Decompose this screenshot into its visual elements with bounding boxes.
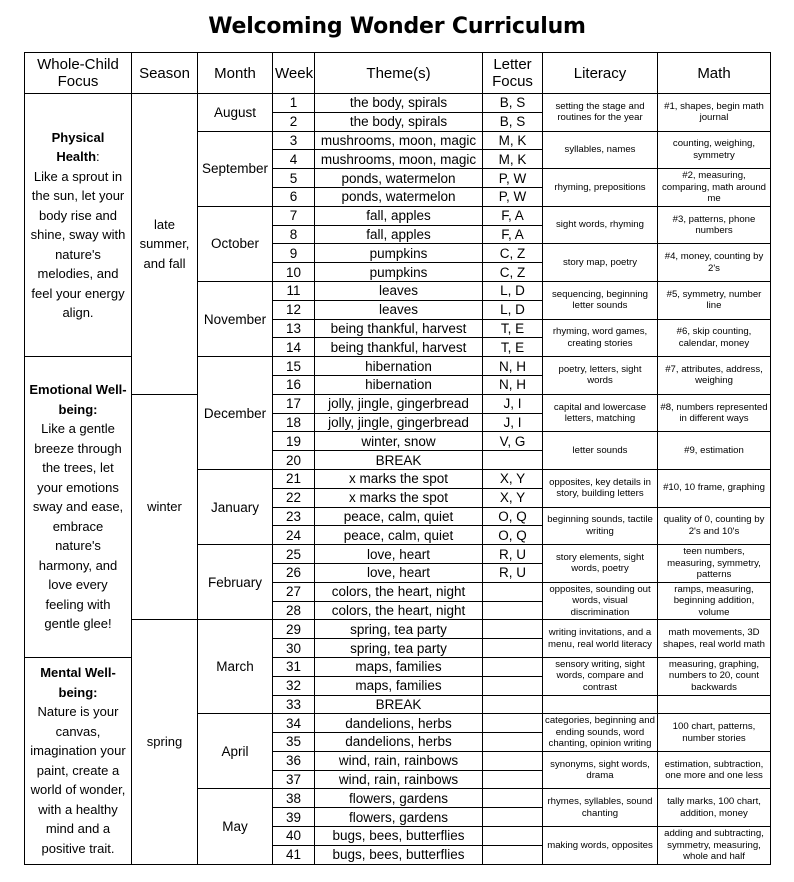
letter-focus-cell: N, H xyxy=(483,375,543,394)
theme-cell: wind, rain, rainbows xyxy=(315,751,483,770)
week-number: 4 xyxy=(273,150,315,169)
theme-cell: colors, the heart, night xyxy=(315,582,483,601)
literacy-cell: writing invitations, and a menu, real world literacy xyxy=(543,620,658,658)
focus-heading: Emotional Well-being: xyxy=(29,382,127,417)
month-cell: November xyxy=(198,281,273,356)
math-cell: #2, measuring, comparing, math around me xyxy=(658,169,771,207)
theme-cell: x marks the spot xyxy=(315,488,483,507)
letter-focus-cell: B, S xyxy=(483,112,543,131)
header-literacy: Literacy xyxy=(543,53,658,94)
week-number: 19 xyxy=(273,432,315,451)
theme-cell: hibernation xyxy=(315,375,483,394)
theme-cell: x marks the spot xyxy=(315,469,483,488)
letter-focus-cell: L, D xyxy=(483,281,543,300)
month-cell: August xyxy=(198,94,273,132)
week-number: 1 xyxy=(273,94,315,113)
week-number: 40 xyxy=(273,827,315,846)
letter-focus-cell: J, I xyxy=(483,413,543,432)
theme-cell: peace, calm, quiet xyxy=(315,526,483,545)
theme-cell: love, heart xyxy=(315,545,483,564)
theme-cell: spring, tea party xyxy=(315,620,483,639)
letter-focus-cell xyxy=(483,657,543,676)
week-number: 16 xyxy=(273,375,315,394)
math-cell: #6, skip counting, calendar, money xyxy=(658,319,771,357)
literacy-cell: opposites, key details in story, building letters xyxy=(543,469,658,507)
table-row xyxy=(25,620,771,639)
math-cell xyxy=(658,695,771,714)
month-cell: May xyxy=(198,789,273,864)
math-cell: #3, patterns, phone numbers xyxy=(658,206,771,244)
season-cell: winter xyxy=(132,394,198,620)
theme-cell: dandelions, herbs xyxy=(315,733,483,752)
theme-cell: fall, apples xyxy=(315,206,483,225)
week-number: 26 xyxy=(273,563,315,582)
math-cell: adding and subtracting, symmetry, measuring, whole and half xyxy=(658,827,771,865)
literacy-cell: rhymes, syllables, sound chanting xyxy=(543,789,658,827)
theme-cell: the body, spirals xyxy=(315,112,483,131)
focus-cell xyxy=(25,357,132,658)
theme-cell: BREAK xyxy=(315,451,483,470)
month-cell: January xyxy=(198,469,273,544)
theme-cell: being thankful, harvest xyxy=(315,338,483,357)
theme-cell: flowers, gardens xyxy=(315,789,483,808)
literacy-cell: categories, beginning and ending sounds, word chanting, opinion writing xyxy=(543,714,658,752)
theme-cell: ponds, watermelon xyxy=(315,169,483,188)
theme-cell: jolly, jingle, gingerbread xyxy=(315,413,483,432)
literacy-cell: making words, opposites xyxy=(543,827,658,865)
theme-cell: BREAK xyxy=(315,695,483,714)
header-week: Week xyxy=(273,53,315,94)
week-number: 36 xyxy=(273,751,315,770)
literacy-cell: sensory writing, sight words, compare and contrast xyxy=(543,657,658,695)
week-number: 29 xyxy=(273,620,315,639)
letter-focus-cell xyxy=(483,733,543,752)
literacy-cell: synonyms, sight words, drama xyxy=(543,751,658,789)
letter-focus-cell: T, E xyxy=(483,338,543,357)
week-number: 12 xyxy=(273,300,315,319)
month-cell: December xyxy=(198,357,273,470)
week-number: 3 xyxy=(273,131,315,150)
math-cell: #10, 10 frame, graphing xyxy=(658,469,771,507)
letter-focus-cell: L, D xyxy=(483,300,543,319)
header-focus: Whole-Child Focus xyxy=(25,53,132,94)
week-number: 28 xyxy=(273,601,315,620)
theme-cell: the body, spirals xyxy=(315,94,483,113)
math-cell: quality of 0, counting by 2's and 10's xyxy=(658,507,771,545)
letter-focus-cell: B, S xyxy=(483,94,543,113)
theme-cell: spring, tea party xyxy=(315,639,483,658)
letter-focus-cell: O, Q xyxy=(483,526,543,545)
month-cell: October xyxy=(198,206,273,281)
focus-cell xyxy=(25,657,132,864)
literacy-cell: sequencing, beginning letter sounds xyxy=(543,281,658,319)
week-number: 23 xyxy=(273,507,315,526)
week-number: 11 xyxy=(273,281,315,300)
header-letter-focus: Letter Focus xyxy=(483,53,543,94)
week-number: 32 xyxy=(273,676,315,695)
week-number: 24 xyxy=(273,526,315,545)
literacy-cell: story map, poetry xyxy=(543,244,658,282)
header-themes: Theme(s) xyxy=(315,53,483,94)
header-season: Season xyxy=(132,53,198,94)
literacy-cell: syllables, names xyxy=(543,131,658,169)
focus-cell xyxy=(25,94,132,357)
theme-cell: jolly, jingle, gingerbread xyxy=(315,394,483,413)
literacy-cell: sight words, rhyming xyxy=(543,206,658,244)
letter-focus-cell: J, I xyxy=(483,394,543,413)
literacy-cell: setting the stage and routines for the year xyxy=(543,94,658,132)
week-number: 27 xyxy=(273,582,315,601)
math-cell: counting, weighing, symmetry xyxy=(658,131,771,169)
letter-focus-cell: M, K xyxy=(483,131,543,150)
month-cell: September xyxy=(198,131,273,206)
theme-cell: bugs, bees, butterflies xyxy=(315,845,483,864)
literacy-cell: poetry, letters, sight words xyxy=(543,357,658,395)
literacy-cell: rhyming, prepositions xyxy=(543,169,658,207)
letter-focus-cell xyxy=(483,770,543,789)
curriculum-body xyxy=(25,94,771,865)
letter-focus-cell: X, Y xyxy=(483,469,543,488)
math-cell: ramps, measuring, beginning addition, volume xyxy=(658,582,771,620)
math-cell: #4, money, counting by 2's xyxy=(658,244,771,282)
letter-focus-cell xyxy=(483,582,543,601)
theme-cell: peace, calm, quiet xyxy=(315,507,483,526)
letter-focus-cell: N, H xyxy=(483,357,543,376)
theme-cell: hibernation xyxy=(315,357,483,376)
letter-focus-cell: C, Z xyxy=(483,244,543,263)
focus-heading-suffix: : xyxy=(96,149,100,165)
week-number: 38 xyxy=(273,789,315,808)
literacy-cell: letter sounds xyxy=(543,432,658,470)
theme-cell: wind, rain, rainbows xyxy=(315,770,483,789)
week-number: 15 xyxy=(273,357,315,376)
letter-focus-cell xyxy=(483,827,543,846)
week-number: 34 xyxy=(273,714,315,733)
letter-focus-cell: F, A xyxy=(483,206,543,225)
season-cell: late summer, and fall xyxy=(132,94,198,395)
math-cell: 100 chart, patterns, number stories xyxy=(658,714,771,752)
math-cell: #9, estimation xyxy=(658,432,771,470)
curriculum-table xyxy=(24,52,771,865)
week-number: 7 xyxy=(273,206,315,225)
week-number: 14 xyxy=(273,338,315,357)
week-number: 18 xyxy=(273,413,315,432)
season-cell: spring xyxy=(132,620,198,864)
week-number: 37 xyxy=(273,770,315,789)
theme-cell: love, heart xyxy=(315,563,483,582)
table-row xyxy=(25,94,771,113)
theme-cell: maps, families xyxy=(315,676,483,695)
letter-focus-cell: V, G xyxy=(483,432,543,451)
header-month: Month xyxy=(198,53,273,94)
theme-cell: dandelions, herbs xyxy=(315,714,483,733)
theme-cell: winter, snow xyxy=(315,432,483,451)
letter-focus-cell xyxy=(483,808,543,827)
theme-cell: mushrooms, moon, magic xyxy=(315,150,483,169)
letter-focus-cell xyxy=(483,451,543,470)
literacy-cell: beginning sounds, tactile writing xyxy=(543,507,658,545)
table-row xyxy=(25,394,771,413)
week-number: 6 xyxy=(273,187,315,206)
week-number: 9 xyxy=(273,244,315,263)
letter-focus-cell: T, E xyxy=(483,319,543,338)
week-number: 8 xyxy=(273,225,315,244)
letter-focus-cell xyxy=(483,601,543,620)
letter-focus-cell xyxy=(483,639,543,658)
focus-text: Like a gentle breeze through the trees, let your emotions sway and ease, embrace nature's harmony, and love every feeling with gentle glee! xyxy=(32,421,124,632)
literacy-cell: opposites, sounding out words, visual discrimination xyxy=(543,582,658,620)
theme-cell: leaves xyxy=(315,300,483,319)
theme-cell: leaves xyxy=(315,281,483,300)
theme-cell: colors, the heart, night xyxy=(315,601,483,620)
letter-focus-cell: M, K xyxy=(483,150,543,169)
week-number: 31 xyxy=(273,657,315,676)
letter-focus-cell xyxy=(483,714,543,733)
letter-focus-cell: O, Q xyxy=(483,507,543,526)
letter-focus-cell xyxy=(483,676,543,695)
month-cell: April xyxy=(198,714,273,789)
month-cell: February xyxy=(198,545,273,620)
literacy-cell: rhyming, word games, creating stories xyxy=(543,319,658,357)
math-cell: measuring, graphing, numbers to 20, count backwards xyxy=(658,657,771,695)
letter-focus-cell xyxy=(483,845,543,864)
theme-cell: maps, families xyxy=(315,657,483,676)
math-cell: #8, numbers represented in different ways xyxy=(658,394,771,432)
letter-focus-cell: R, U xyxy=(483,563,543,582)
focus-heading: Mental Well-being: xyxy=(40,665,116,700)
theme-cell: being thankful, harvest xyxy=(315,319,483,338)
week-number: 10 xyxy=(273,263,315,282)
theme-cell: flowers, gardens xyxy=(315,808,483,827)
math-cell: math movements, 3D shapes, real world math xyxy=(658,620,771,658)
week-number: 13 xyxy=(273,319,315,338)
theme-cell: ponds, watermelon xyxy=(315,187,483,206)
theme-cell: pumpkins xyxy=(315,244,483,263)
focus-heading: Physical Health xyxy=(51,129,105,165)
page-title: Welcoming Wonder Curriculum xyxy=(208,14,586,39)
week-number: 25 xyxy=(273,545,315,564)
theme-cell: fall, apples xyxy=(315,225,483,244)
letter-focus-cell: P, W xyxy=(483,187,543,206)
focus-text: Like a sprout in the sun, let your body rise and shine, sway with nature's melodies, and feel your energy align. xyxy=(30,168,126,321)
week-number: 5 xyxy=(273,169,315,188)
letter-focus-cell xyxy=(483,789,543,808)
math-cell: #7, attributes, address, weighing xyxy=(658,357,771,395)
math-cell: estimation, subtraction, one more and one less xyxy=(658,751,771,789)
week-number: 39 xyxy=(273,808,315,827)
week-number: 17 xyxy=(273,394,315,413)
theme-cell: mushrooms, moon, magic xyxy=(315,131,483,150)
letter-focus-cell: F, A xyxy=(483,225,543,244)
literacy-cell: capital and lowercase letters, matching xyxy=(543,394,658,432)
math-cell: #5, symmetry, number line xyxy=(658,281,771,319)
math-cell: tally marks, 100 chart, addition, money xyxy=(658,789,771,827)
theme-cell: pumpkins xyxy=(315,263,483,282)
literacy-cell: story elements, sight words, poetry xyxy=(543,545,658,583)
week-number: 35 xyxy=(273,733,315,752)
literacy-cell xyxy=(543,695,658,714)
header-row xyxy=(25,53,771,94)
math-cell: #1, shapes, begin math journal xyxy=(658,94,771,132)
letter-focus-cell xyxy=(483,751,543,770)
week-number: 21 xyxy=(273,469,315,488)
week-number: 22 xyxy=(273,488,315,507)
letter-focus-cell: P, W xyxy=(483,169,543,188)
math-cell: teen numbers, measuring, symmetry, patterns xyxy=(658,545,771,583)
letter-focus-cell: X, Y xyxy=(483,488,543,507)
letter-focus-cell xyxy=(483,620,543,639)
month-cell: March xyxy=(198,620,273,714)
week-number: 33 xyxy=(273,695,315,714)
week-number: 41 xyxy=(273,845,315,864)
week-number: 30 xyxy=(273,639,315,658)
week-number: 20 xyxy=(273,451,315,470)
letter-focus-cell xyxy=(483,695,543,714)
letter-focus-cell: C, Z xyxy=(483,263,543,282)
focus-text: Nature is your canvas, imagination your paint, create a world of wonder, with a healthy mind and a positive trait. xyxy=(30,704,126,856)
theme-cell: bugs, bees, butterflies xyxy=(315,827,483,846)
letter-focus-cell: R, U xyxy=(483,545,543,564)
week-number: 2 xyxy=(273,112,315,131)
header-math: Math xyxy=(658,53,771,94)
